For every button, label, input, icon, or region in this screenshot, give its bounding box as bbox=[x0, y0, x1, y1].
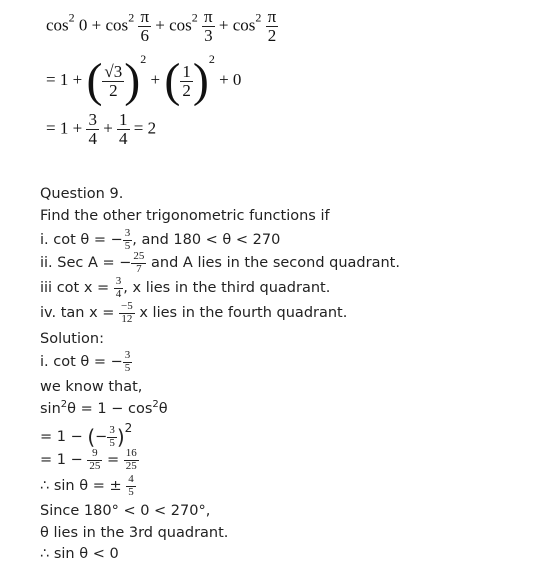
question-title: Question 9. bbox=[40, 186, 124, 202]
question-prompt: Find the other trigonometric functions if bbox=[40, 208, 330, 224]
solution-step-4: = 1 − (− $\frac{3}{5}$ )$^2$ bbox=[40, 421, 133, 449]
math-line-3: = 1 + $\frac{3}{4}$ + $\frac{1}{4}$ = 2 bbox=[46, 110, 157, 148]
question-part-iii: iii cot x = $\frac{3}{4}$ , x lies in the third quadrant. bbox=[40, 275, 331, 300]
math-line-1: $\cos^2 0 + \cos^2$ $\frac{\pi}{6}$ + $\cos^2$ $\frac{\pi}{3}$ + $\cos^2$ $\frac{\pi}{2}$ bbox=[46, 7, 277, 45]
solution-step-9: ∴ sin θ < 0 bbox=[40, 546, 119, 562]
solution-step-3: $\sin^2\theta = 1 - \cos^2\theta$ bbox=[40, 399, 168, 417]
math-line-2: = 1 + ( $\frac{√3}{2}$ )$^2$ + ( $\frac{1}{2}$ )$^2$ + 0 bbox=[46, 52, 242, 108]
solution-step-8: θ lies in the 3rd quadrant. bbox=[40, 525, 229, 541]
solution-step-2: we know that, bbox=[40, 379, 143, 395]
solution-step-7: Since 180° < 0 < 270°, bbox=[40, 503, 211, 519]
solution-title: Solution: bbox=[40, 331, 104, 347]
question-part-iv: iv. tan x = $\frac{-5}{12}$ x lies in the fourth quadrant. bbox=[40, 300, 348, 325]
solution-step-5: = 1 − $\frac{9}{25}$ = $\frac{16}{25}$ bbox=[40, 447, 137, 472]
solution-step-1: i. cot θ = − $\frac{3}{5}$ bbox=[40, 349, 131, 374]
solution-step-6: ∴ sin θ = ± $\frac{4}{5}$ bbox=[40, 473, 134, 498]
question-part-ii: ii. Sec A = − $\frac{25}{7}$ and A lies in the second quadrant. bbox=[40, 250, 400, 275]
question-part-i: i. cot θ = − $\frac{3}{5}$ , and 180 < θ < 270 bbox=[40, 227, 281, 252]
